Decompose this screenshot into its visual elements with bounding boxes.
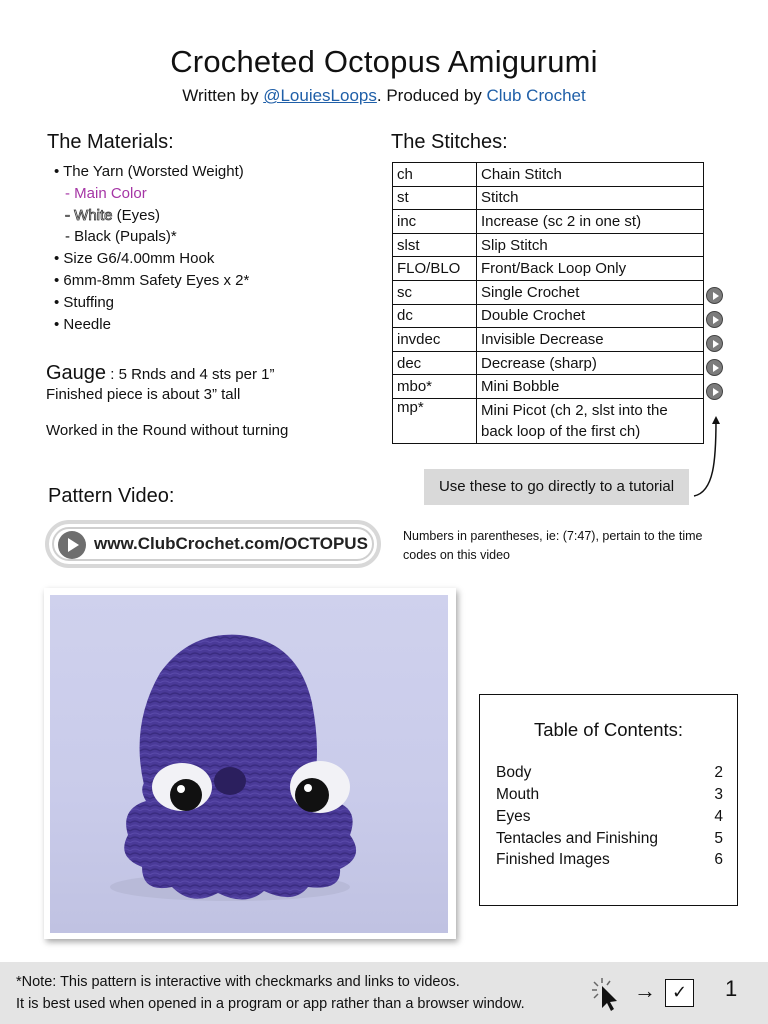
list-item: • Needle (54, 315, 111, 333)
stitch-desc: Slip Stitch (477, 233, 704, 257)
video-note: Numbers in parentheses, ie: (7:47), pertain to the time codes on this video (403, 529, 703, 562)
white-label: - White (65, 206, 113, 224)
stitches-table-wrap (392, 162, 704, 444)
toc-page: 3 (714, 786, 723, 803)
checkbox-icon: ✓ (665, 979, 694, 1007)
stitch-desc: Increase (sc 2 in one st) (477, 210, 704, 234)
toc-label[interactable]: Tentacles and Finishing (496, 830, 658, 847)
stitches-heading: The Stitches: (391, 131, 508, 153)
toc-entry-body[interactable] (496, 764, 723, 785)
stitch-abbr: inc (393, 210, 477, 234)
written-by-text: Written by (182, 86, 264, 105)
toc-page: 2 (714, 764, 723, 781)
stitch-abbr: mbo* (393, 375, 477, 399)
table-row (393, 398, 704, 443)
list-item-white (54, 205, 249, 227)
stitch-abbr: dc (393, 304, 477, 328)
stitch-desc: Chain Stitch (477, 163, 704, 187)
octopus-photo (50, 595, 448, 933)
video-url[interactable]: www.ClubCrochet.com/OCTOPUS (94, 534, 368, 553)
table-row (393, 257, 704, 281)
stitch-abbr: invdec (393, 328, 477, 352)
video-link-button[interactable] (45, 520, 381, 568)
stitch-desc: Single Crochet (477, 280, 704, 304)
table-row (393, 163, 704, 187)
producer-link[interactable]: Club Crochet (486, 86, 586, 105)
stitch-desc: Mini Bobble (477, 375, 704, 399)
toc-label[interactable]: Body (496, 764, 532, 781)
list-item: • The Yarn (Worsted Weight) (54, 163, 244, 180)
play-video-icon-dc[interactable] (706, 311, 723, 328)
materials-heading: The Materials: (47, 131, 174, 153)
toc-page: 5 (714, 830, 723, 847)
gauge-line (46, 362, 274, 385)
arrow-right-icon: → (634, 978, 656, 1003)
byline (0, 86, 768, 106)
stitch-desc: Double Crochet (477, 304, 704, 328)
tutorial-note: Use these to go directly to a tutorial (424, 469, 689, 505)
finished-size: Finished piece is about 3” tall (46, 386, 241, 403)
list-item: • Size G6/4.00mm Hook (54, 250, 215, 268)
toc-label[interactable]: Eyes (496, 808, 531, 825)
play-video-icon-sc[interactable] (706, 287, 723, 304)
toc-page: 4 (714, 808, 723, 825)
photo-frame (44, 588, 456, 939)
toc-label[interactable]: Mouth (496, 786, 540, 803)
play-video-icon-mbo[interactable] (706, 383, 723, 400)
table-row (393, 210, 704, 234)
stitches-table (392, 162, 704, 444)
stitch-desc: Invisible Decrease (477, 328, 704, 352)
stitch-abbr: mp* (393, 398, 477, 443)
toc-entry-tentacles[interactable] (496, 830, 723, 851)
list-item: • Stuffing (54, 293, 115, 311)
footer-note (16, 971, 525, 1015)
table-row (393, 351, 704, 375)
footer-note-line: It is best used when opened in a program or app rather than a browser window. (16, 996, 525, 1012)
toc-entry-eyes[interactable] (496, 808, 723, 829)
stitch-abbr: sc (393, 280, 477, 304)
list-item-black: - Black (Pupals)* (65, 228, 177, 246)
stitch-abbr: ch (393, 163, 477, 187)
toc-label[interactable]: Finished Images (496, 851, 610, 868)
click-cursor-icon (588, 976, 622, 1014)
stitch-abbr: FLO/BLO (393, 257, 477, 281)
video-heading: Pattern Video: (48, 485, 175, 507)
gauge-value: : 5 Rnds and 4 sts per 1” (106, 366, 275, 383)
worked-in-round: Worked in the Round without turning (46, 422, 289, 439)
toc-page: 6 (714, 851, 723, 868)
produced-by-text: . Produced by (376, 86, 487, 105)
table-row (393, 304, 704, 328)
gauge-label: Gauge (46, 362, 107, 384)
list-item: • 6mm-8mm Safety Eyes x 2* (54, 271, 250, 289)
stitch-abbr: dec (393, 351, 477, 375)
play-icon (58, 531, 86, 559)
table-row (393, 328, 704, 352)
stitch-abbr: slst (393, 233, 477, 257)
toc-entry-finished-images[interactable] (496, 851, 723, 872)
table-row (393, 233, 704, 257)
table-of-contents (479, 694, 738, 906)
table-row (393, 375, 704, 399)
list-item-main-color: - Main Color (65, 184, 147, 202)
page-title: Crocheted Octopus Amigurumi (170, 44, 598, 79)
table-row (393, 280, 704, 304)
eyes-label: (Eyes) (112, 206, 161, 224)
stitch-desc: Front/Back Loop Only (477, 257, 704, 281)
stitch-desc: Stitch (477, 186, 704, 210)
play-video-icon-invdec[interactable] (706, 335, 723, 352)
octopus-illustration (50, 595, 448, 933)
toc-title: Table of Contents: (533, 719, 684, 740)
materials-list (54, 161, 249, 335)
toc-entry-mouth[interactable] (496, 786, 723, 807)
stitch-desc: Mini Picot (ch 2, slst into the back loop of the first ch) (477, 398, 704, 443)
stitch-abbr: st (393, 186, 477, 210)
footer-note-line: *Note: This pattern is interactive with checkmarks and links to videos. (16, 974, 460, 990)
play-video-icon-dec[interactable] (706, 359, 723, 376)
author-link[interactable]: @LouiesLoops (263, 86, 377, 105)
stitch-desc: Decrease (sharp) (477, 351, 704, 375)
page-number: 1 (725, 976, 738, 1001)
table-row (393, 186, 704, 210)
